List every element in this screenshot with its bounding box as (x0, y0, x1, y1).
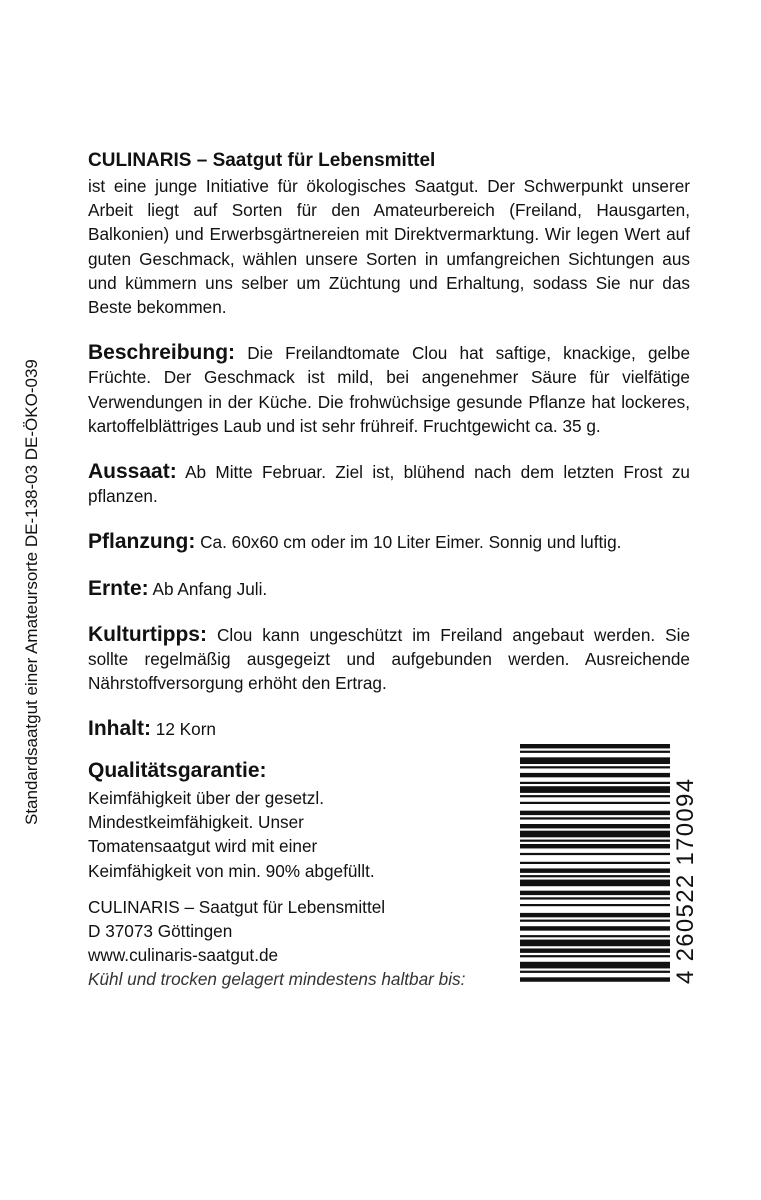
barcode-stripe (520, 766, 670, 768)
quality-guarantee (88, 756, 508, 883)
section-pflanzung (88, 530, 690, 554)
barcode-stripe (520, 782, 670, 784)
quality-line: Keimfähigkeit über der gesetzl. (88, 788, 324, 808)
section-text: Ab Anfang Juli. (152, 578, 268, 599)
barcode-stripe (520, 940, 670, 947)
barcode-stripe (520, 913, 670, 917)
section-beschreibung (88, 341, 690, 438)
barcode-stripe (520, 795, 670, 797)
barcode-stripe (520, 831, 670, 838)
barcode-stripe (520, 853, 670, 855)
barcode-stripe (520, 948, 670, 952)
barcode-stripe (520, 880, 670, 887)
barcode-number: 4 260522 170094 (672, 777, 699, 984)
side-certification-text: Standardsaatgut einer Amateursorte DE-138-03 DE-ÖKO-039 (22, 359, 41, 825)
barcode-stripe (520, 802, 670, 804)
barcode-stripe (520, 891, 670, 895)
barcode (520, 744, 702, 984)
barcode-stripe (520, 920, 670, 922)
section-heading: Pflanzung: (88, 530, 196, 554)
section-heading: Kulturtipps: (88, 622, 207, 646)
company-name: CULINARIS – Saatgut für Lebensmittel (88, 897, 386, 917)
section-inhalt (88, 717, 690, 741)
barcode-stripe (520, 817, 670, 819)
barcode-stripe (520, 844, 670, 848)
barcode-stripe (520, 935, 670, 937)
section-kulturtipps (88, 623, 690, 696)
barcode-stripe (520, 962, 670, 969)
barcode-stripe (520, 757, 670, 764)
barcode-stripe (520, 786, 670, 793)
section-text: Ca. 60x60 cm oder im 10 Liter Eimer. Sonnig und luftig. (200, 532, 622, 553)
section-aussaat (88, 460, 690, 508)
barcode-stripe (520, 862, 670, 864)
intro-text: ist eine junge Initiative für ökologisches Saatgut. Der Schwerpunkt unserer Arbeit liegt auf Sorten für den Amateurbereich (Freiland, Hausgarten, Balkonien) und Erwerbsgärtnereien mit Direktvermarktung. Wir legen Wert auf guten Geschmack, wählen unsere Sorten in umfangreichen Sichtungen aus und kümmern uns selber um Züchtung und Erhaltung, sodass Sie nur das Beste bekommen. (88, 176, 690, 318)
company-city: D 37073 Göttingen (88, 921, 233, 941)
barcode-stripe (520, 751, 670, 753)
barcode-stripe (520, 971, 670, 973)
barcode-stripe (520, 868, 670, 872)
section-text: Ab Mitte Februar. Ziel ist, blühend nach dem letzten Frost zu pflanzen. (88, 462, 690, 507)
barcode-stripe (520, 744, 670, 748)
barcode-stripe (520, 811, 670, 815)
section-heading: Beschreibung: (88, 341, 236, 365)
barcode-stripe (520, 977, 670, 981)
section-heading: Ernte: (88, 576, 149, 600)
main-text-column (88, 148, 690, 742)
intro-title: CULINARIS – Saatgut für Lebensmittel (88, 150, 436, 171)
barcode-stripe (520, 897, 670, 899)
section-heading: Aussaat: (88, 460, 177, 484)
section-text: 12 Korn (155, 719, 216, 740)
barcode-stripe (520, 840, 670, 842)
best-before-note: Kühl und trocken gelagert mindestens haltbar bis: (88, 969, 466, 989)
quality-line: Mindestkeimfähigkeit. Unser (88, 812, 304, 833)
barcode-stripe (520, 955, 670, 957)
section-ernte (88, 577, 690, 601)
barcode-stripe (520, 875, 670, 877)
barcode-stripe (520, 824, 670, 828)
quality-line: Tomatensaatgut wird mit einer (88, 836, 318, 857)
section-text: Clou kann ungeschützt im Freiland angebaut werden. Sie sollte regelmäßig ausgegeizt und aufgebunden werden. Ausreichende Nährstoffversorgung erhöht den Ertrag. (88, 624, 690, 694)
quality-line: Keimfähigkeit von min. 90% abgefüllt. (88, 860, 375, 881)
section-text: Die Freilandtomate Clou hat saftige, knackige, gelbe Früchte. Der Geschmack ist mild, bei angenehmer Säure für vielfätige Verwendungen in der Küche. Die frohwüchsige gesunde Pflanze hat lockeres, kartoffelblättriges Laub und ist sehr frühreif. Fruchtgewicht ca. 35 g. (88, 343, 691, 436)
company-website: www.culinaris-saatgut.de (88, 945, 279, 965)
barcode-stripe (520, 773, 670, 777)
barcode-stripe (520, 904, 670, 906)
barcode-stripe (520, 926, 670, 930)
company-address (88, 895, 508, 991)
section-heading: Inhalt: (88, 717, 151, 741)
quality-heading: Qualitätsgarantie: (88, 759, 267, 782)
barcode-bars (520, 744, 670, 984)
